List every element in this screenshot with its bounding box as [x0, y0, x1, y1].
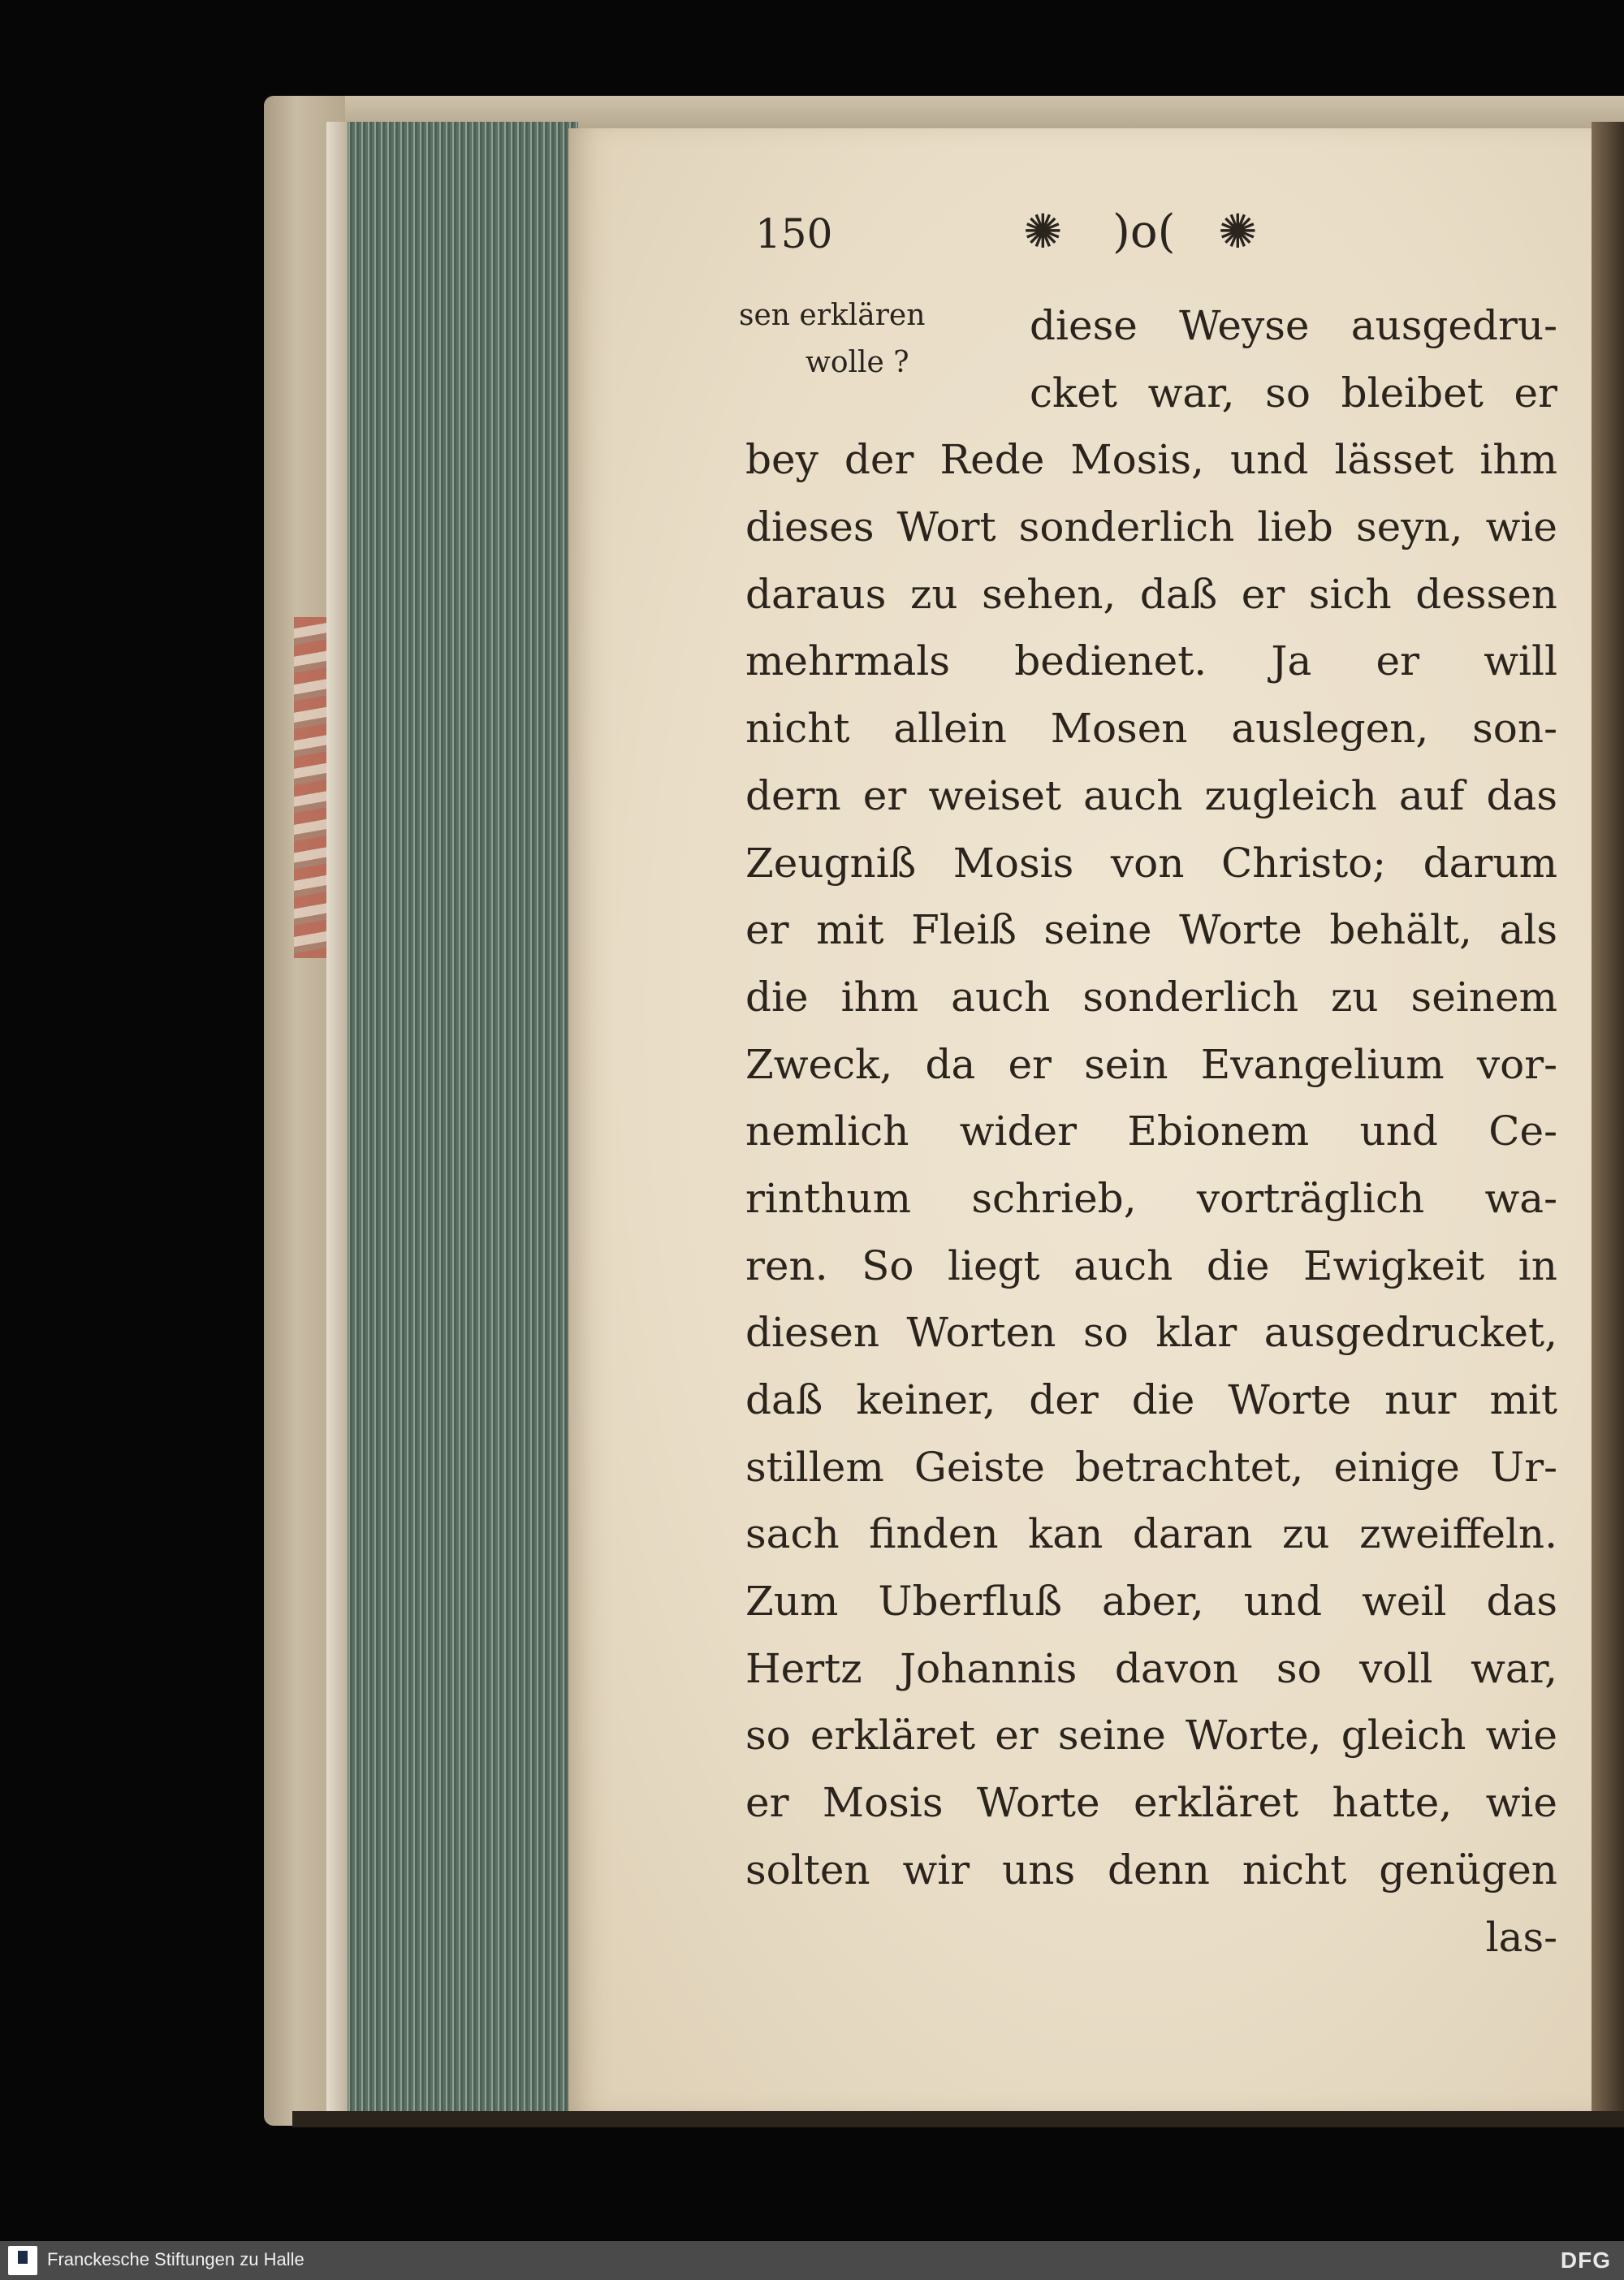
text-line: sach finden kan daran zu zweiffeln.	[745, 1510, 1557, 1558]
dfg-logo: DFG	[1560, 2248, 1611, 2273]
text-line: er Mosis Worte erkläret hatte, wie	[745, 1779, 1557, 1827]
page-body-text	[745, 292, 1557, 1971]
text-line: Zum Uberfluß aber, und weil das	[745, 1578, 1557, 1626]
page-header	[755, 204, 1324, 272]
institution-logo-icon	[8, 2246, 37, 2275]
text-line: nemlich wider Ebionem und Ce-	[745, 1108, 1557, 1155]
text-line: daraus zu sehen, daß er sich dessen	[745, 570, 1557, 618]
text-line: Hertz Johannis davon so voll war,	[745, 1644, 1557, 1692]
catchword: las-	[1485, 1913, 1557, 1961]
marginal-note-line: sen erklären	[739, 299, 926, 332]
ornament-left-icon: ✺	[1023, 204, 1063, 259]
marginal-note-line: wolle ?	[806, 346, 909, 379]
text-line: mehrmals bedienet. Ja er will	[745, 637, 1557, 685]
text-line: so erkläret er seine Worte, gleich wie	[745, 1712, 1557, 1760]
text-line: daß keiner, der die Worte nur mit	[745, 1376, 1557, 1423]
text-line: bey der Rede Mosis, und lässet ihm	[745, 436, 1557, 484]
text-line: ren. So liegt auch die Ewigkeit in	[745, 1241, 1557, 1289]
viewer-footer-bar	[0, 2241, 1624, 2280]
page-block-edge	[326, 122, 578, 2119]
text-line: diese Weyse ausgedru-	[1030, 302, 1557, 349]
institution-name: Franckesche Stiftungen zu Halle	[47, 2249, 304, 2269]
text-line: dieses Wort sonderlich lieb seyn, wie	[745, 503, 1557, 551]
facing-page-edge	[1592, 122, 1624, 2119]
header-mark: )o(	[1112, 205, 1176, 258]
text-line: Zeugniß Mosis von Christo; darum	[745, 839, 1557, 887]
page-number: 150	[755, 210, 833, 257]
text-line: die ihm auch sonderlich zu seinem	[745, 973, 1557, 1021]
text-line: nicht allein Mosen auslegen, son-	[745, 705, 1557, 753]
text-line: diesen Worten so klar ausgedrucket,	[745, 1309, 1557, 1357]
text-line: Zweck, da er sein Evangelium vor-	[745, 1040, 1557, 1088]
text-line: solten wir uns denn nicht genügen	[745, 1846, 1557, 1894]
page-block-border	[326, 122, 348, 2119]
text-line: dern er weiset auch zugleich auf das	[745, 771, 1557, 819]
text-line: stillem Geiste betrachtet, einige Ur-	[745, 1443, 1557, 1491]
text-line: er mit Fleiß seine Worte behält, als	[745, 906, 1557, 954]
text-line: cket war, so bleibet er	[1030, 369, 1557, 417]
ornament-right-icon: ✺	[1218, 204, 1258, 259]
text-line: rinthum schrieb, vorträglich wa-	[745, 1174, 1557, 1222]
book-bottom-edge	[292, 2111, 1624, 2127]
